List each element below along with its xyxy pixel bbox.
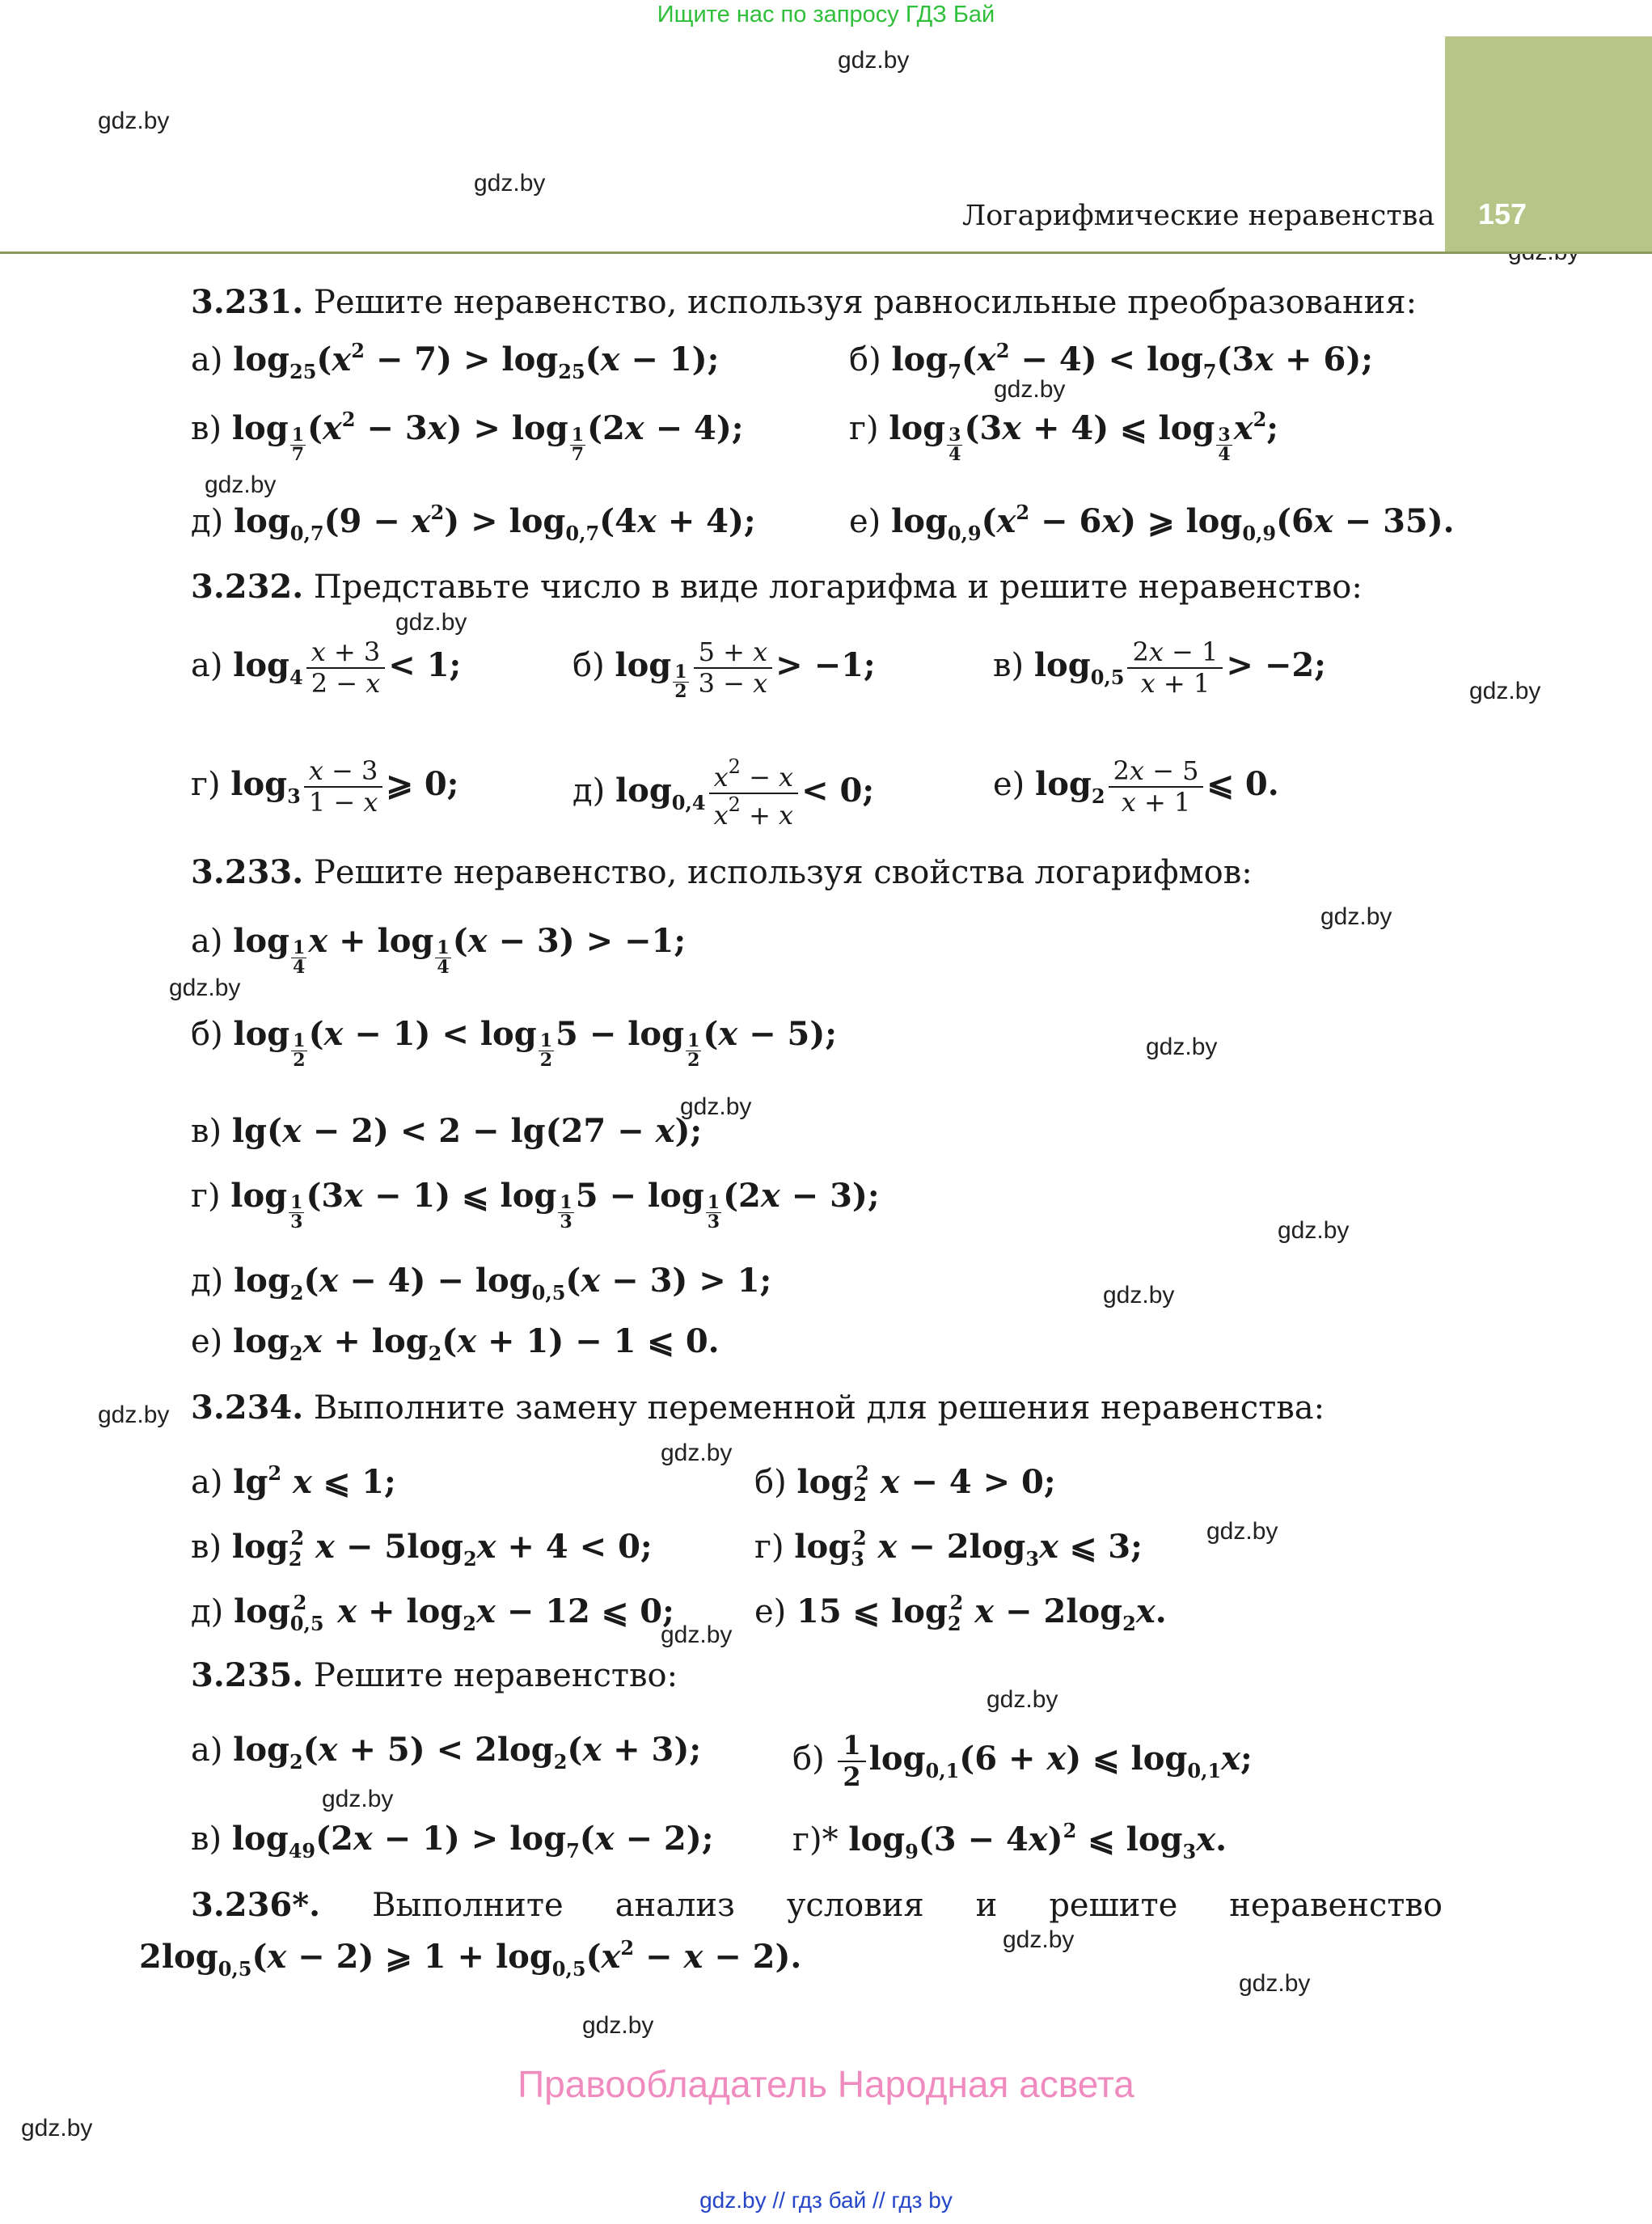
- item-label: а): [191, 341, 223, 378]
- item-label: г): [849, 410, 879, 447]
- item-label: е): [849, 503, 881, 540]
- item-label: а): [191, 923, 223, 960]
- problem-text: Решите неравенство:: [313, 1657, 678, 1694]
- watermark: gdz.by: [1103, 1282, 1175, 1309]
- item-label: в): [993, 646, 1025, 684]
- problem-text: Представьте число в виде логарифма и решите неравенство:: [313, 569, 1363, 606]
- problem-3-234-a: а) $\lg^2 x$ ⩽ 1;: [191, 1461, 396, 1501]
- item-label: е): [191, 1323, 223, 1360]
- problem-number: 3.235.: [191, 1656, 304, 1694]
- problem-3-231-g: г) log $\frac{3}{4}$ (3x + 4) ⩽ log $\frac{3}{4}$ $x^2$;: [849, 408, 1279, 465]
- problem-3-234-d: д) $\log_{0,5}^2 x + \log_2x - 12$ ⩽ 0;: [191, 1591, 674, 1635]
- problem-3-234-heading: [191, 1389, 1325, 1427]
- problem-3-234-g: г) $\log_3^2 x - 2\log_3x$ ⩽ 3;: [754, 1526, 1143, 1571]
- page-corner-block: [1445, 36, 1652, 253]
- problem-3-234-v: в) $\log_2^2 x - 5\log_2x + 4 < 0$;: [191, 1526, 653, 1571]
- watermark: gdz.by: [1469, 678, 1541, 704]
- watermark: gdz.by: [98, 1402, 170, 1428]
- problem-3-232-b: б) log $\frac{1}{2}$ $\frac{5 + x}{3 - x}$ > −1;: [572, 636, 876, 702]
- watermark: gdz.by: [1278, 1217, 1350, 1244]
- item-label: г)*: [792, 1821, 839, 1858]
- footer-separator: //: [772, 2188, 785, 2213]
- problem-text: Решите неравенство, используя равносильные преобразования:: [313, 284, 1418, 321]
- problem-3-232-heading: [191, 568, 1363, 607]
- problem-3-231-heading: [191, 283, 1417, 322]
- item-label: б): [572, 646, 605, 684]
- problem-number: 3.232.: [191, 568, 304, 606]
- item-label: в): [191, 1528, 222, 1566]
- footer-link[interactable]: гдз by: [891, 2188, 953, 2213]
- watermark: gdz.by: [322, 1786, 394, 1812]
- item-label: а): [191, 646, 223, 684]
- item-label: г): [754, 1528, 784, 1566]
- item-label: г): [191, 1178, 221, 1215]
- footer-links: [0, 2188, 1652, 2213]
- problem-3-234-b: б) $\log_2^2 x - 4 > 0$;: [754, 1461, 1056, 1506]
- item-label: б): [792, 1740, 825, 1778]
- problem-3-235-heading: [191, 1656, 678, 1695]
- item-label: г): [191, 765, 221, 803]
- problem-3-232-g: г) $\log_3$ $\frac{x - 3}{1 - x}$ ⩾ 0;: [191, 755, 459, 818]
- problem-number: 3.234.: [191, 1389, 304, 1427]
- item-label: д): [191, 1262, 224, 1300]
- problem-number: 3.231.: [191, 283, 304, 321]
- problem-3-231-v: в) log $\frac{1}{7}$ $(x^2 - 3x) > \log$ $\frac{1}{7}$ (2x − 4);: [191, 408, 744, 465]
- item-label: в): [191, 1820, 222, 1858]
- watermark: gdz.by: [994, 376, 1066, 403]
- problem-3-236-formula: $2\log_{0,5}(x - 2)$ ⩾ $1 + \log_{0,5}(x^2 - x - 2)$.: [139, 1936, 802, 1981]
- problem-3-233-a: а) log $\frac{1}{4}$ x + log $\frac{1}{4}$ (x − 3) > −1;: [191, 922, 687, 978]
- watermark: gdz.by: [661, 1440, 733, 1466]
- problem-number: 3.233.: [191, 853, 304, 891]
- item-label: в): [191, 410, 222, 447]
- problem-3-231-a: а) $\log_{25}(x^2 - 7) > \log_{25}(x - 1)$;: [191, 339, 720, 383]
- top-banner[interactable]: Ищите нас по запросу ГДЗ Бай: [657, 2, 995, 27]
- watermark: gdz.by: [1003, 1926, 1075, 1953]
- problem-number: 3.236*.: [191, 1886, 321, 1924]
- problem-text: Решите неравенство, используя свойства логарифмов:: [313, 854, 1253, 891]
- watermark: gdz.by: [1146, 1034, 1218, 1060]
- watermark: gdz.by: [838, 47, 910, 74]
- watermark: gdz.by: [661, 1621, 733, 1648]
- problem-text: Выполните анализ условия и решите неравенство: [372, 1887, 1443, 1924]
- item-label: д): [191, 1593, 224, 1630]
- copyright-notice: Правообладатель Народная асвета: [518, 2063, 1134, 2105]
- item-label: б): [191, 1016, 223, 1053]
- problem-3-232-e: е) $\log_2$ $\frac{2x - 5}{x + 1}$ ⩽ 0.: [993, 755, 1279, 818]
- watermark: gdz.by: [582, 2012, 654, 2039]
- problem-3-234-e: е) 15 ⩽ $\log_2^2 x - 2\log_2x$.: [754, 1591, 1167, 1635]
- problem-3-236-heading: [191, 1886, 1443, 1925]
- watermark: gdz.by: [395, 609, 467, 636]
- watermark: gdz.by: [169, 975, 241, 1001]
- item-label: в): [191, 1113, 222, 1150]
- header-divider: [0, 252, 1652, 254]
- problem-3-231-e: е) $\log_{0,9}(x^2 - 6x)$ ⩾ $\log_{0,9}(6x - 35)$.: [849, 501, 1455, 545]
- problem-3-232-v: в) $\log_{0,5}$ $\frac{2x - 1}{x + 1}$ > −2;: [993, 636, 1326, 699]
- item-label: д): [572, 772, 606, 810]
- footer-link[interactable]: gdz.by: [699, 2188, 767, 2213]
- problem-3-235-a: а) $\log_2(x + 5) < 2\log_2(x + 3)$;: [191, 1731, 702, 1774]
- problem-3-232-d: д) $\log_{0,4}$ $\frac{x^2 - x}{x^2 + x}$ < 0;: [572, 755, 875, 831]
- watermark: gdz.by: [1320, 903, 1392, 930]
- item-label: д): [191, 503, 224, 540]
- problem-3-235-g: г)* $\log_9(3 - 4x)^2$ ⩽ $\log_3x$.: [792, 1819, 1227, 1863]
- watermark: gdz.by: [474, 170, 546, 197]
- problem-3-233-b: б) log $\frac{1}{2}$ (x − 1) < log $\frac{1}{2}$ 5 − log $\frac{1}{2}$ (x − 5);: [191, 1015, 838, 1071]
- watermark: gdz.by: [205, 471, 277, 498]
- watermark: gdz.by: [98, 108, 170, 134]
- page-number: 157: [1478, 197, 1527, 230]
- watermark: gdz.by: [987, 1686, 1058, 1713]
- problem-3-235-v: в) $\log_{49}(2x - 1) > \log_7(x - 2)$;: [191, 1820, 714, 1862]
- watermark: gdz.by: [680, 1093, 752, 1120]
- section-title: Логарифмические неравенства: [962, 200, 1435, 232]
- problem-3-232-a: а) $\log_4$ $\frac{x + 3}{2 - x}$ < 1;: [191, 636, 462, 699]
- problem-3-233-e: е) $\log_2x + \log_2(x + 1) - 1$ ⩽ 0.: [191, 1322, 720, 1365]
- item-label: а): [191, 1464, 223, 1501]
- item-label: б): [754, 1464, 787, 1501]
- item-label: а): [191, 1731, 223, 1769]
- item-label: б): [849, 341, 881, 378]
- problem-3-233-g: г) log $\frac{1}{3}$ (3x − 1) ⩽ log $\frac{1}{3}$ 5 − log $\frac{1}{3}$ (2x − 3);: [191, 1177, 880, 1233]
- problem-3-233-heading: [191, 853, 1253, 892]
- footer-separator: //: [872, 2188, 885, 2213]
- item-label: е): [993, 765, 1025, 803]
- watermark: gdz.by: [1239, 1970, 1311, 1997]
- watermark: gdz.by: [21, 2115, 93, 2142]
- problem-3-231-b: б) $\log_7(x^2 - 4) < \log_7(3x + 6)$;: [849, 339, 1374, 383]
- item-label: е): [754, 1593, 787, 1630]
- problem-3-235-b: б) $\frac{1}{2}$ $\log_{0,1}(6 + x)$ ⩽ $\log_{0,1}x$;: [792, 1730, 1253, 1792]
- problem-text: Выполните замену переменной для решения неравенства:: [313, 1389, 1325, 1427]
- problem-3-233-d: д) $\log_2(x - 4) - \log_{0,5}(x - 3) > 1$;: [191, 1262, 772, 1304]
- problem-3-231-d: д) $\log_{0,7}(9 - x^2) > \log_{0,7}(4x + 4)$;: [191, 501, 756, 545]
- footer-link[interactable]: гдз бай: [791, 2188, 867, 2213]
- watermark: gdz.by: [1206, 1518, 1278, 1545]
- problem-3-233-v: в) lg(x − 2) < 2 − lg(27 − x);: [191, 1112, 703, 1150]
